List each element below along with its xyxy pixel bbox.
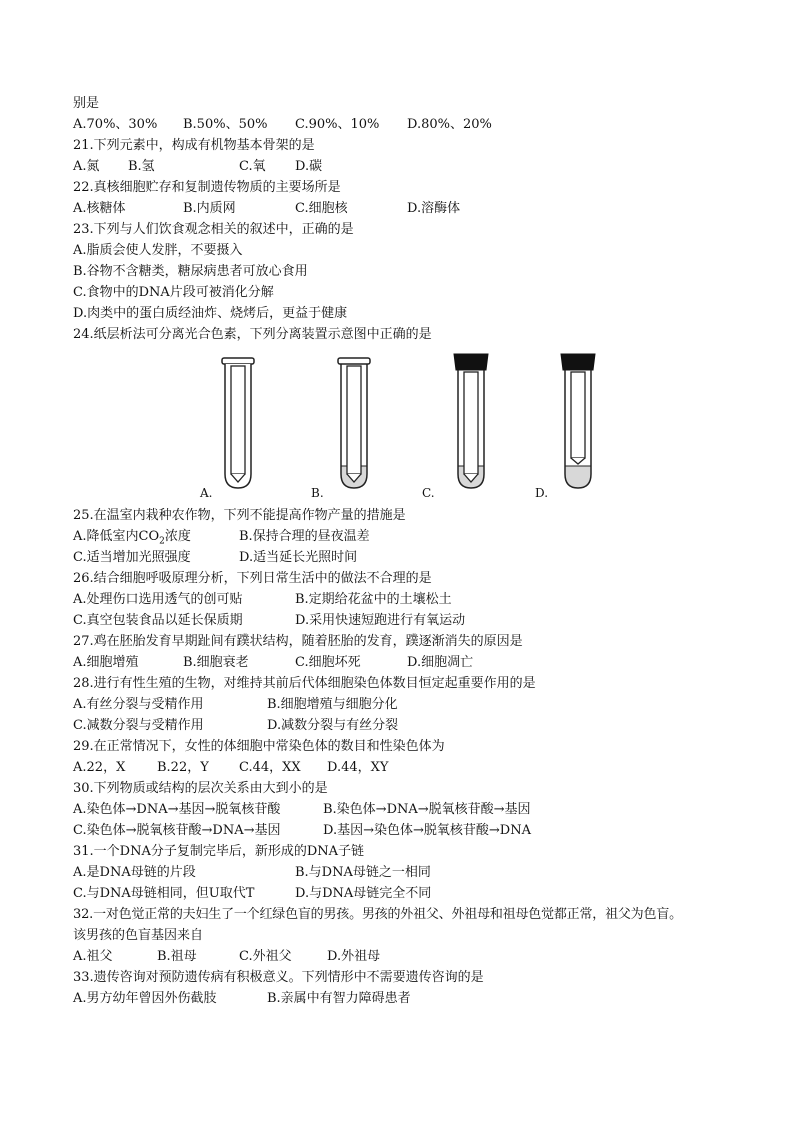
q32-stem: 32.一对色觉正常的夫妇生了一个红绿色盲的男孩。男孩的外祖父、外祖母和祖母色觉都正常，祖父为色盲。 [73, 907, 682, 922]
q29-stem: 29.在正常情况下，女性的体细胞中常染色体的数目和性染色体为 [73, 739, 445, 754]
q29-option-d: D.44，XY [327, 760, 389, 775]
q26-option-d: D.采用快速短跑进行有氧运动 [295, 613, 466, 628]
q28-option-c: C.减数分裂与受精作用 [73, 718, 204, 733]
q25-stem: 25.在温室内栽种农作物，下列不能提高作物产量的措施是 [73, 508, 406, 523]
q29-option-a: A.22，X [73, 760, 126, 775]
q28-option-d: D.减数分裂与有丝分裂 [267, 718, 399, 733]
q26-option-a: A.处理伤口选用透气的创可贴 [73, 592, 243, 607]
tube-label-c: C. [422, 486, 435, 500]
q30-stem: 30.下列物质或结构的层次关系由大到小的是 [73, 781, 328, 796]
q33-option-b: B.亲属中有智力障碍患者 [267, 991, 411, 1006]
q21-option-a: A.氮 [73, 159, 100, 174]
q26-option-b: B.定期给花盆中的土壤松土 [295, 592, 452, 607]
q25-option-d: D.适当延长光照时间 [239, 550, 358, 565]
q21-option-b: B.氢 [128, 159, 155, 174]
test-tube-a [218, 352, 258, 492]
q23-option-a: A.脂质会使人发胖，不要摄入 [73, 243, 243, 258]
q27-option-a: A.细胞增殖 [73, 655, 139, 670]
q32-option-a: A.祖父 [73, 949, 113, 964]
q29-option-c: C.44，XX [239, 760, 301, 775]
q20-option-a: A.70%、30% [73, 117, 158, 132]
q30-option-d: D.基因→染色体→脱氧核苷酸→DNA [323, 823, 531, 838]
q24-stem: 24.纸层析法可分离光合色素，下列分离装置示意图中正确的是 [73, 327, 432, 342]
q27-option-c: C.细胞坏死 [295, 655, 361, 670]
q25-option-c: C.适当增加光照强度 [73, 550, 191, 565]
q31-option-c: C.与DNA母链相同，但U取代T [73, 886, 255, 901]
q33-stem: 33.遗传咨询对预防遗传病有积极意义。下列情形中不需要遗传咨询的是 [73, 970, 484, 985]
q26-stem: 26.结合细胞呼吸原理分析，下列日常生活中的做法不合理的是 [73, 571, 432, 586]
q28-option-b: B.细胞增殖与细胞分化 [267, 697, 398, 712]
q25-option-b: B.保持合理的昼夜温差 [239, 529, 370, 544]
q23-option-c: C.食物中的DNA片段可被消化分解 [73, 285, 274, 300]
tube-label-a: A. [200, 486, 213, 500]
q32-option-d: D.外祖母 [327, 949, 381, 964]
q25-option-a-tail: 浓度 [164, 529, 191, 544]
q25-option-a-text: A.降低室内CO [73, 529, 160, 544]
q23-stem: 23.下列与人们饮食观念相关的叙述中，正确的是 [73, 222, 354, 237]
q30-option-a: A.染色体→DNA→基因→脱氧核苷酸 [73, 802, 281, 817]
q29-option-b: B.22，Y [157, 760, 209, 775]
q28-stem: 28.进行有性生殖的生物，对维持其前后代体细胞染色体数目恒定起重要作用的是 [73, 676, 536, 691]
q27-option-b: B.细胞衰老 [183, 655, 249, 670]
q22-option-d: D.溶酶体 [407, 201, 461, 216]
q30-option-b: B.染色体→DNA→脱氧核苷酸→基因 [323, 802, 531, 817]
test-tube-d [558, 352, 598, 492]
q21-stem: 21.下列元素中，构成有机物基本骨架的是 [73, 138, 315, 153]
q23-option-b: B.谷物不含糖类，糖尿病患者可放心食用 [73, 264, 308, 279]
test-tube-b [334, 352, 374, 492]
q33-option-a: A.男方幼年曾因外伤截肢 [73, 991, 217, 1006]
q21-option-d: D.碳 [295, 159, 323, 174]
q32-option-c: C.外祖父 [239, 949, 292, 964]
q31-option-d: D.与DNA母链完全不同 [295, 886, 432, 901]
q22-stem: 22.真核细胞贮存和复制遗传物质的主要场所是 [73, 180, 341, 195]
q30-option-c: C.染色体→脱氧核苷酸→DNA→基因 [73, 823, 281, 838]
q26-option-c: C.真空包装食品以延长保质期 [73, 613, 243, 628]
q23-option-d: D.肉类中的蛋白质经油炸、烧烤后，更益于健康 [73, 306, 348, 321]
q32-stem-continued: 该男孩的色盲基因来自 [73, 928, 204, 943]
q31-option-a: A.是DNA母链的片段 [73, 865, 196, 880]
q27-stem: 27.鸡在胚胎发育早期趾间有蹼状结构，随着胚胎的发育，蹼逐渐消失的原因是 [73, 634, 523, 649]
q20-option-c: C.90%、10% [295, 117, 380, 132]
q27-option-d: D.细胞凋亡 [407, 655, 474, 670]
tube-label-b: B. [311, 486, 324, 500]
q32-option-b: B.祖母 [157, 949, 197, 964]
test-tube-c [451, 352, 491, 492]
q25-option-a-subscript: 2 [159, 536, 165, 547]
q31-stem: 31.一个DNA分子复制完毕后，新形成的DNA子链 [73, 844, 365, 859]
chromatography-figure [0, 352, 794, 502]
tube-label-d: D. [535, 486, 549, 500]
q21-option-c: C.氧 [239, 159, 266, 174]
q22-option-b: B.内质网 [183, 201, 236, 216]
q22-option-c: C.细胞核 [295, 201, 348, 216]
q20-stem-fragment: 别是 [73, 96, 100, 111]
q31-option-b: B.与DNA母链之一相同 [295, 865, 431, 880]
q28-option-a: A.有丝分裂与受精作用 [73, 697, 204, 712]
q20-option-d: D.80%、20% [407, 117, 492, 132]
q25-option-a [73, 527, 191, 547]
q22-option-a: A.核糖体 [73, 201, 126, 216]
q20-option-b: B.50%、50% [183, 117, 268, 132]
